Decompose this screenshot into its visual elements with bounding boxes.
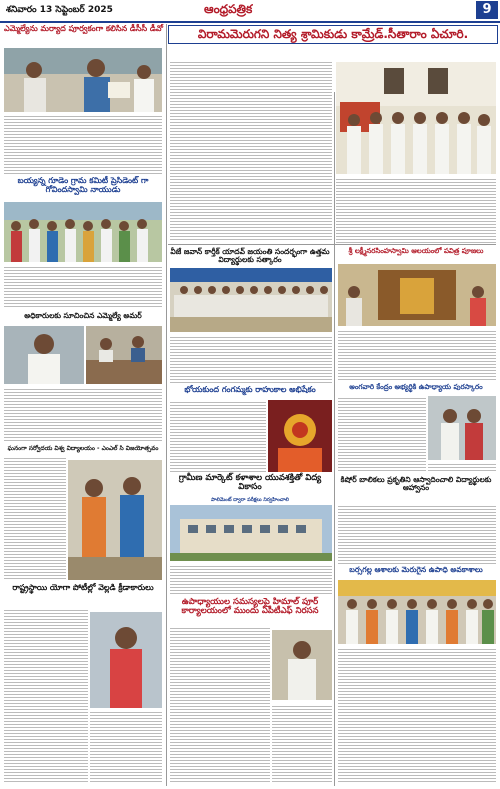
story-16-photo	[90, 612, 162, 708]
story-2-body	[170, 60, 332, 242]
tribute-photo	[336, 62, 496, 174]
page-header	[0, 0, 500, 22]
students-photo	[170, 268, 332, 332]
story-15-headline: ఉపాధ్యాయుల సమస్యలపై హిమాల్ పూర్ కార్యాలయంలో ముందు ఏపీటీఎఫ్ నిరసన	[181, 597, 319, 617]
story-16-body	[4, 608, 88, 784]
story-7-photo-b	[86, 326, 162, 384]
story-11-body	[338, 504, 496, 564]
story-15-photo	[272, 630, 332, 700]
story-15-body	[170, 626, 270, 784]
story-2-photo	[336, 62, 496, 174]
group-photo	[4, 202, 162, 262]
section-rule	[168, 244, 496, 245]
story-3-photo	[4, 202, 162, 262]
story-6-headline: శ్రీ లక్ష్మీనరసింహస్వామి ఆలయంలో పవిత్ర పూజలు	[348, 247, 484, 255]
story-8-continued	[428, 462, 496, 472]
story-9-headline: భోయకుంద గంగమ్మకు రాహుకాల అభిషేకం	[184, 385, 316, 394]
story-8-headline: అంగవారి కేంద్రం అభ్యర్థికి ఉపాధ్యాయ పురస్కారం	[349, 383, 483, 391]
meeting-photo	[86, 326, 162, 384]
newspaper-brand: ఆంధ్రపత్రిక	[204, 2, 253, 16]
story-1-photo	[4, 48, 162, 112]
award-photo	[428, 396, 496, 460]
column-divider	[334, 92, 335, 786]
story-12-photo	[170, 505, 332, 561]
story-6-body	[338, 329, 496, 381]
story-1-headline: ఎమ్మెల్యేను మర్యాద పూర్వకంగా కలిసిన డీసీసీ డీవో	[4, 24, 164, 33]
story-8-body	[338, 396, 426, 472]
story-7-photo-a	[4, 326, 84, 384]
story-6-photo	[338, 264, 496, 326]
story-5-headline: వీజే జవాన్ కార్తీక్ యాదవ్ జయంతి సందర్భంగా ఉత్తమ విద్యార్థులకు సత్కారం	[170, 247, 330, 265]
college-building-photo	[170, 505, 332, 561]
column-divider	[166, 24, 167, 786]
deity-photo	[268, 400, 332, 472]
sports-photo	[90, 612, 162, 708]
story-9-photo	[268, 400, 332, 472]
story-12-subheadline: పాలిమెంట్ ద్వారా పరీక్షలు నిర్వహించాలి	[211, 497, 289, 503]
story-14-body	[338, 647, 496, 784]
story-16-headline: రాష్ట్రస్థాయి యోగా పోటీల్లో వెల్లడి క్రీడాకారులు	[12, 583, 154, 592]
story-13-photo	[68, 460, 162, 580]
story-3-body	[4, 265, 162, 309]
story-8-photo	[428, 396, 496, 460]
story-7-headline: అధికారులకు సూచించిన ఎమ్మెల్యే అమర్	[24, 311, 142, 320]
official-photo	[4, 326, 84, 384]
ceremony-photo	[68, 460, 162, 580]
story-11-headline: కిషోర్ బాలికలు ప్రకృతిని ఆస్వాదించాలి విద్యార్థులకు ఆహ్వానం	[340, 475, 492, 493]
story-3-headline: బయ్యన్న గూడెం గ్రామ కమిటీ ప్రెసిడెంట్ గా గోవిందస్వామి నాయుడు	[17, 176, 149, 194]
story-5-body	[170, 335, 332, 383]
story-9-body	[170, 400, 266, 472]
issue-date: శనివారం 13 సెప్టెంబర్ 2025	[6, 5, 113, 15]
story-14-headline: బర్సగల్ల ఆశాలకు మెరుగైన ఉపాధి అవకాశాలు	[349, 565, 483, 574]
story-5-photo	[170, 268, 332, 332]
story-13-body	[4, 456, 66, 580]
story-14-photo	[338, 580, 496, 644]
page-number: 9	[476, 1, 498, 19]
header-rule	[0, 21, 500, 23]
story-15-continued	[272, 704, 332, 784]
story-12-headline: గ్రామీణ మార్కెట్ కళాశాల యువశక్తితో విద్య వికాసం	[178, 473, 322, 493]
story-7-body	[4, 387, 162, 443]
story-2-continued	[336, 177, 496, 243]
temple-photo	[338, 264, 496, 326]
story-12-body	[170, 564, 332, 596]
story-13-headline: ఘనంగా సర్వోదయ విశ్వ విద్యాలయం - ఎంఎల్ సి విజయోత్సవం	[7, 445, 159, 452]
rally-photo	[338, 580, 496, 644]
story-2-headline: విరామమెరుగని నిత్య శ్రామికుడు కామ్రేడ్.సీతారాం ఏచూరి.	[168, 25, 498, 44]
people-photo	[4, 48, 162, 112]
story-1-body	[4, 114, 162, 174]
story-16-caption	[90, 710, 162, 784]
protest-photo	[272, 630, 332, 700]
